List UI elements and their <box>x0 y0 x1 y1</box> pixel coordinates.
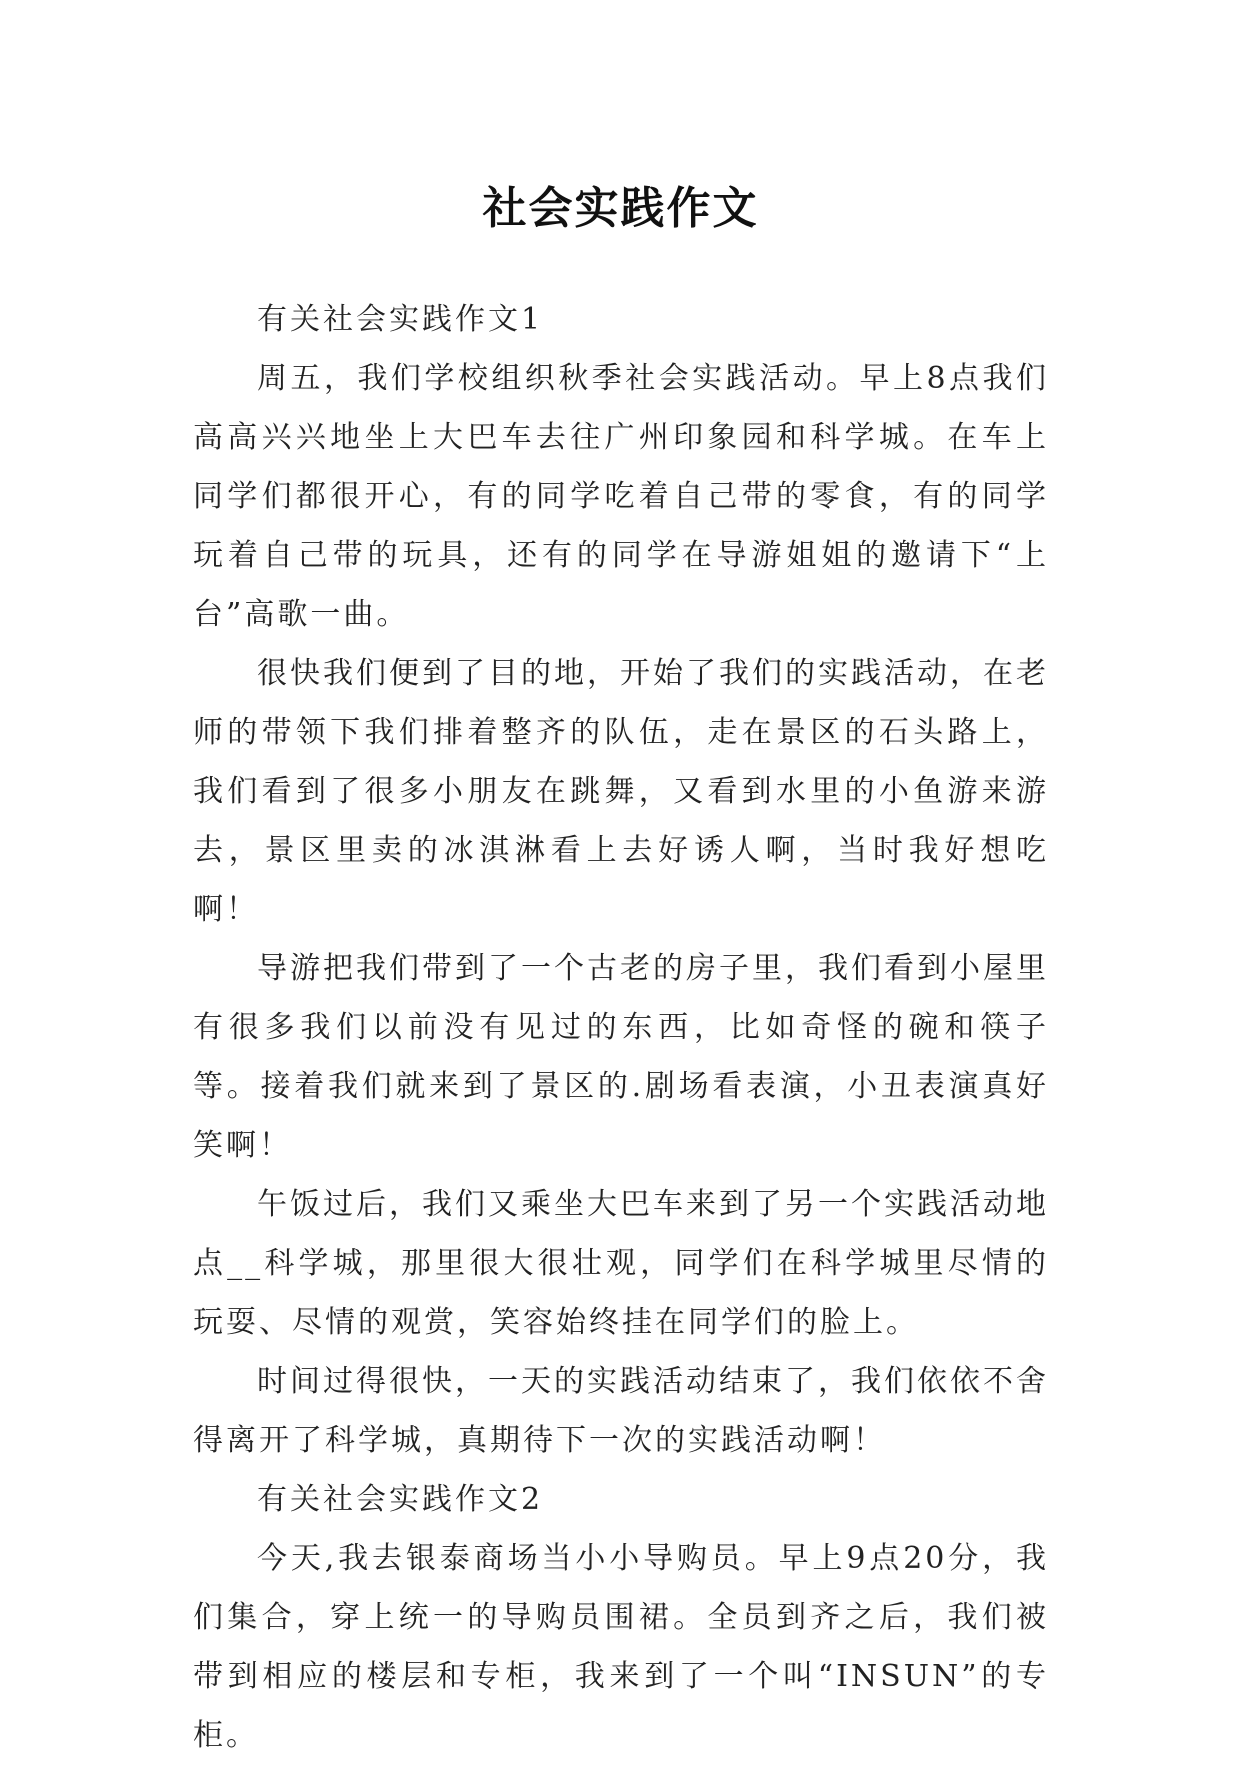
paragraph: 时间过得很快，一天的实践活动结束了，我们依依不舍得离开了科学城，真期待下一次的实践活动啊！ <box>193 1364 1049 1458</box>
document-body <box>193 290 1049 1765</box>
paragraph: 导游把我们带到了一个古老的房子里，我们看到小屋里有很多我们以前没有见过的东西，比如奇怪的碗和筷子等。接着我们就来到了景区的.剧场看表演，小丑表演真好笑啊！ <box>193 951 1049 1163</box>
section-heading-2: 有关社会实践作文2 <box>257 1482 544 1517</box>
paragraph: 周五，我们学校组织秋季社会实践活动。早上8点我们高高兴兴地坐上大巴车去往广州印象园和科学城。在车上同学们都很开心，有的同学吃着自己带的零食，有的同学玩着自己带的玩具，还有的同学在导游姐姐的邀请下“上台”高歌一曲。 <box>193 361 1049 632</box>
document-title: 社会实践作文 <box>482 183 759 235</box>
section-heading-1: 有关社会实践作文1 <box>257 302 544 337</box>
paragraph: 午饭过后，我们又乘坐大巴车来到了另一个实践活动地点__科学城，那里很大很壮观，同学们在科学城里尽情的玩耍、尽情的观赏，笑容始终挂在同学们的脸上。 <box>193 1187 1049 1340</box>
paragraph: 今天,我去银泰商场当小小导购员。早上9点20分，我们集合，穿上统一的导购员围裙。全员到齐之后，我们被带到相应的楼层和专柜，我来到了一个叫“INSUN”的专柜。 <box>193 1541 1049 1753</box>
paragraph: 很快我们便到了目的地，开始了我们的实践活动，在老师的带领下我们排着整齐的队伍，走在景区的石头路上，我们看到了很多小朋友在跳舞，又看到水里的小鱼游来游去，景区里卖的冰淇淋看上去好诱人啊，当时我好想吃啊！ <box>193 656 1049 927</box>
